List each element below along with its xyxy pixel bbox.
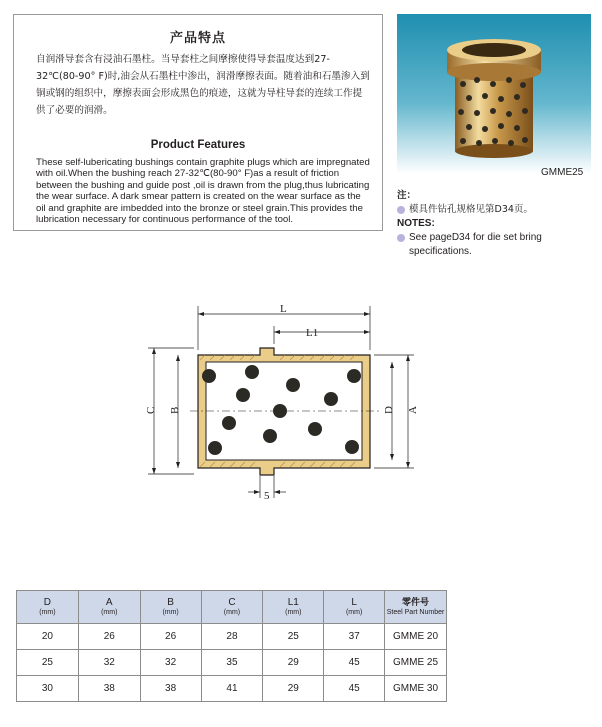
cell-part-number: GMME 30 bbox=[385, 676, 447, 702]
photo-caption: GMME25 bbox=[541, 167, 584, 178]
table-header-row bbox=[17, 591, 447, 624]
dim-label-a: A bbox=[407, 406, 419, 414]
cell-l1: 29 bbox=[263, 676, 324, 702]
cell-d: 30 bbox=[17, 676, 79, 702]
technical-drawing bbox=[130, 298, 450, 508]
notes-section bbox=[397, 189, 597, 259]
col-header-a: A (mm) bbox=[78, 591, 140, 624]
bullet-icon bbox=[397, 206, 405, 214]
cell-b: 32 bbox=[140, 650, 201, 676]
cell-b: 38 bbox=[140, 676, 201, 702]
spec-table bbox=[16, 590, 447, 702]
col-header-b: B (mm) bbox=[140, 591, 201, 624]
dim-label-l1: L1 bbox=[306, 327, 319, 339]
cell-l: 45 bbox=[324, 676, 385, 702]
product-photo bbox=[397, 14, 591, 174]
cell-l1: 29 bbox=[263, 650, 324, 676]
dim-label-b: B bbox=[169, 406, 181, 414]
col-header-d: D (mm) bbox=[17, 591, 79, 624]
cell-d: 25 bbox=[17, 650, 79, 676]
table-row bbox=[17, 650, 447, 676]
cell-d: 20 bbox=[17, 624, 79, 650]
notes-cn-item bbox=[397, 203, 597, 217]
cn-features-title: 产品特点 bbox=[169, 31, 226, 46]
dim-label-c: C bbox=[145, 406, 157, 414]
col-header-l1: L1 (mm) bbox=[263, 591, 324, 624]
dim-label-d: D bbox=[383, 406, 395, 414]
cell-l1: 25 bbox=[263, 624, 324, 650]
col-header-l: L (mm) bbox=[324, 591, 385, 624]
dim-label-l: L bbox=[280, 303, 287, 315]
cell-a: 26 bbox=[78, 624, 140, 650]
col-header-part-number: 零件号 Steel Part Number bbox=[385, 591, 447, 624]
col-header-c: C (mm) bbox=[201, 591, 263, 624]
cell-l: 37 bbox=[324, 624, 385, 650]
notes-en-item bbox=[397, 231, 597, 259]
notes-en-heading: NOTES: bbox=[397, 218, 435, 229]
cell-c: 35 bbox=[201, 650, 263, 676]
en-features-title: Product Features bbox=[150, 139, 246, 151]
notes-cn-heading: 注： bbox=[397, 190, 417, 201]
cell-c: 41 bbox=[201, 676, 263, 702]
cell-l: 45 bbox=[324, 650, 385, 676]
cell-part-number: GMME 25 bbox=[385, 650, 447, 676]
cn-features-text: 自润滑导套含有浸油石墨柱。当导套柱之间摩擦使得导套温度达到27-32℃(80-90° F)时,油会从石墨柱中渗出，润滑摩擦表面。随着油和石墨渗入到铜或钢的组织中，摩擦表面会形成黑色的痕迹，这就为导柱导套的连续工作提供了必要的润滑。 bbox=[36, 54, 370, 116]
en-features-text: These self-lubericating bushings contain graphite plugs which are impregnated with oil.When the bushing reach 27-32℃(80-90° F)as a result of friction between the bushing and guide post ,oil is drawn from the plug,thus lubricating the wear surface. A dark smear pattern is created on the wear surface as the oil and graphite are imbedded into the bronze or steel grain.This provides the lubrication necessary for continuous performance of the tool. bbox=[36, 157, 370, 226]
product-features-box bbox=[13, 14, 383, 231]
notes-en-text: See pageD34 for die set bring specifications. bbox=[409, 232, 542, 257]
cell-b: 26 bbox=[140, 624, 201, 650]
cell-part-number: GMME 20 bbox=[385, 624, 447, 650]
cell-a: 32 bbox=[78, 650, 140, 676]
table-row bbox=[17, 624, 447, 650]
dim-label-5: 5 bbox=[264, 490, 270, 502]
table-row bbox=[17, 676, 447, 702]
cell-c: 28 bbox=[201, 624, 263, 650]
cell-a: 38 bbox=[78, 676, 140, 702]
bullet-icon bbox=[397, 234, 405, 242]
notes-cn-text: 模具件钻孔规格见第D34页。 bbox=[409, 204, 533, 215]
